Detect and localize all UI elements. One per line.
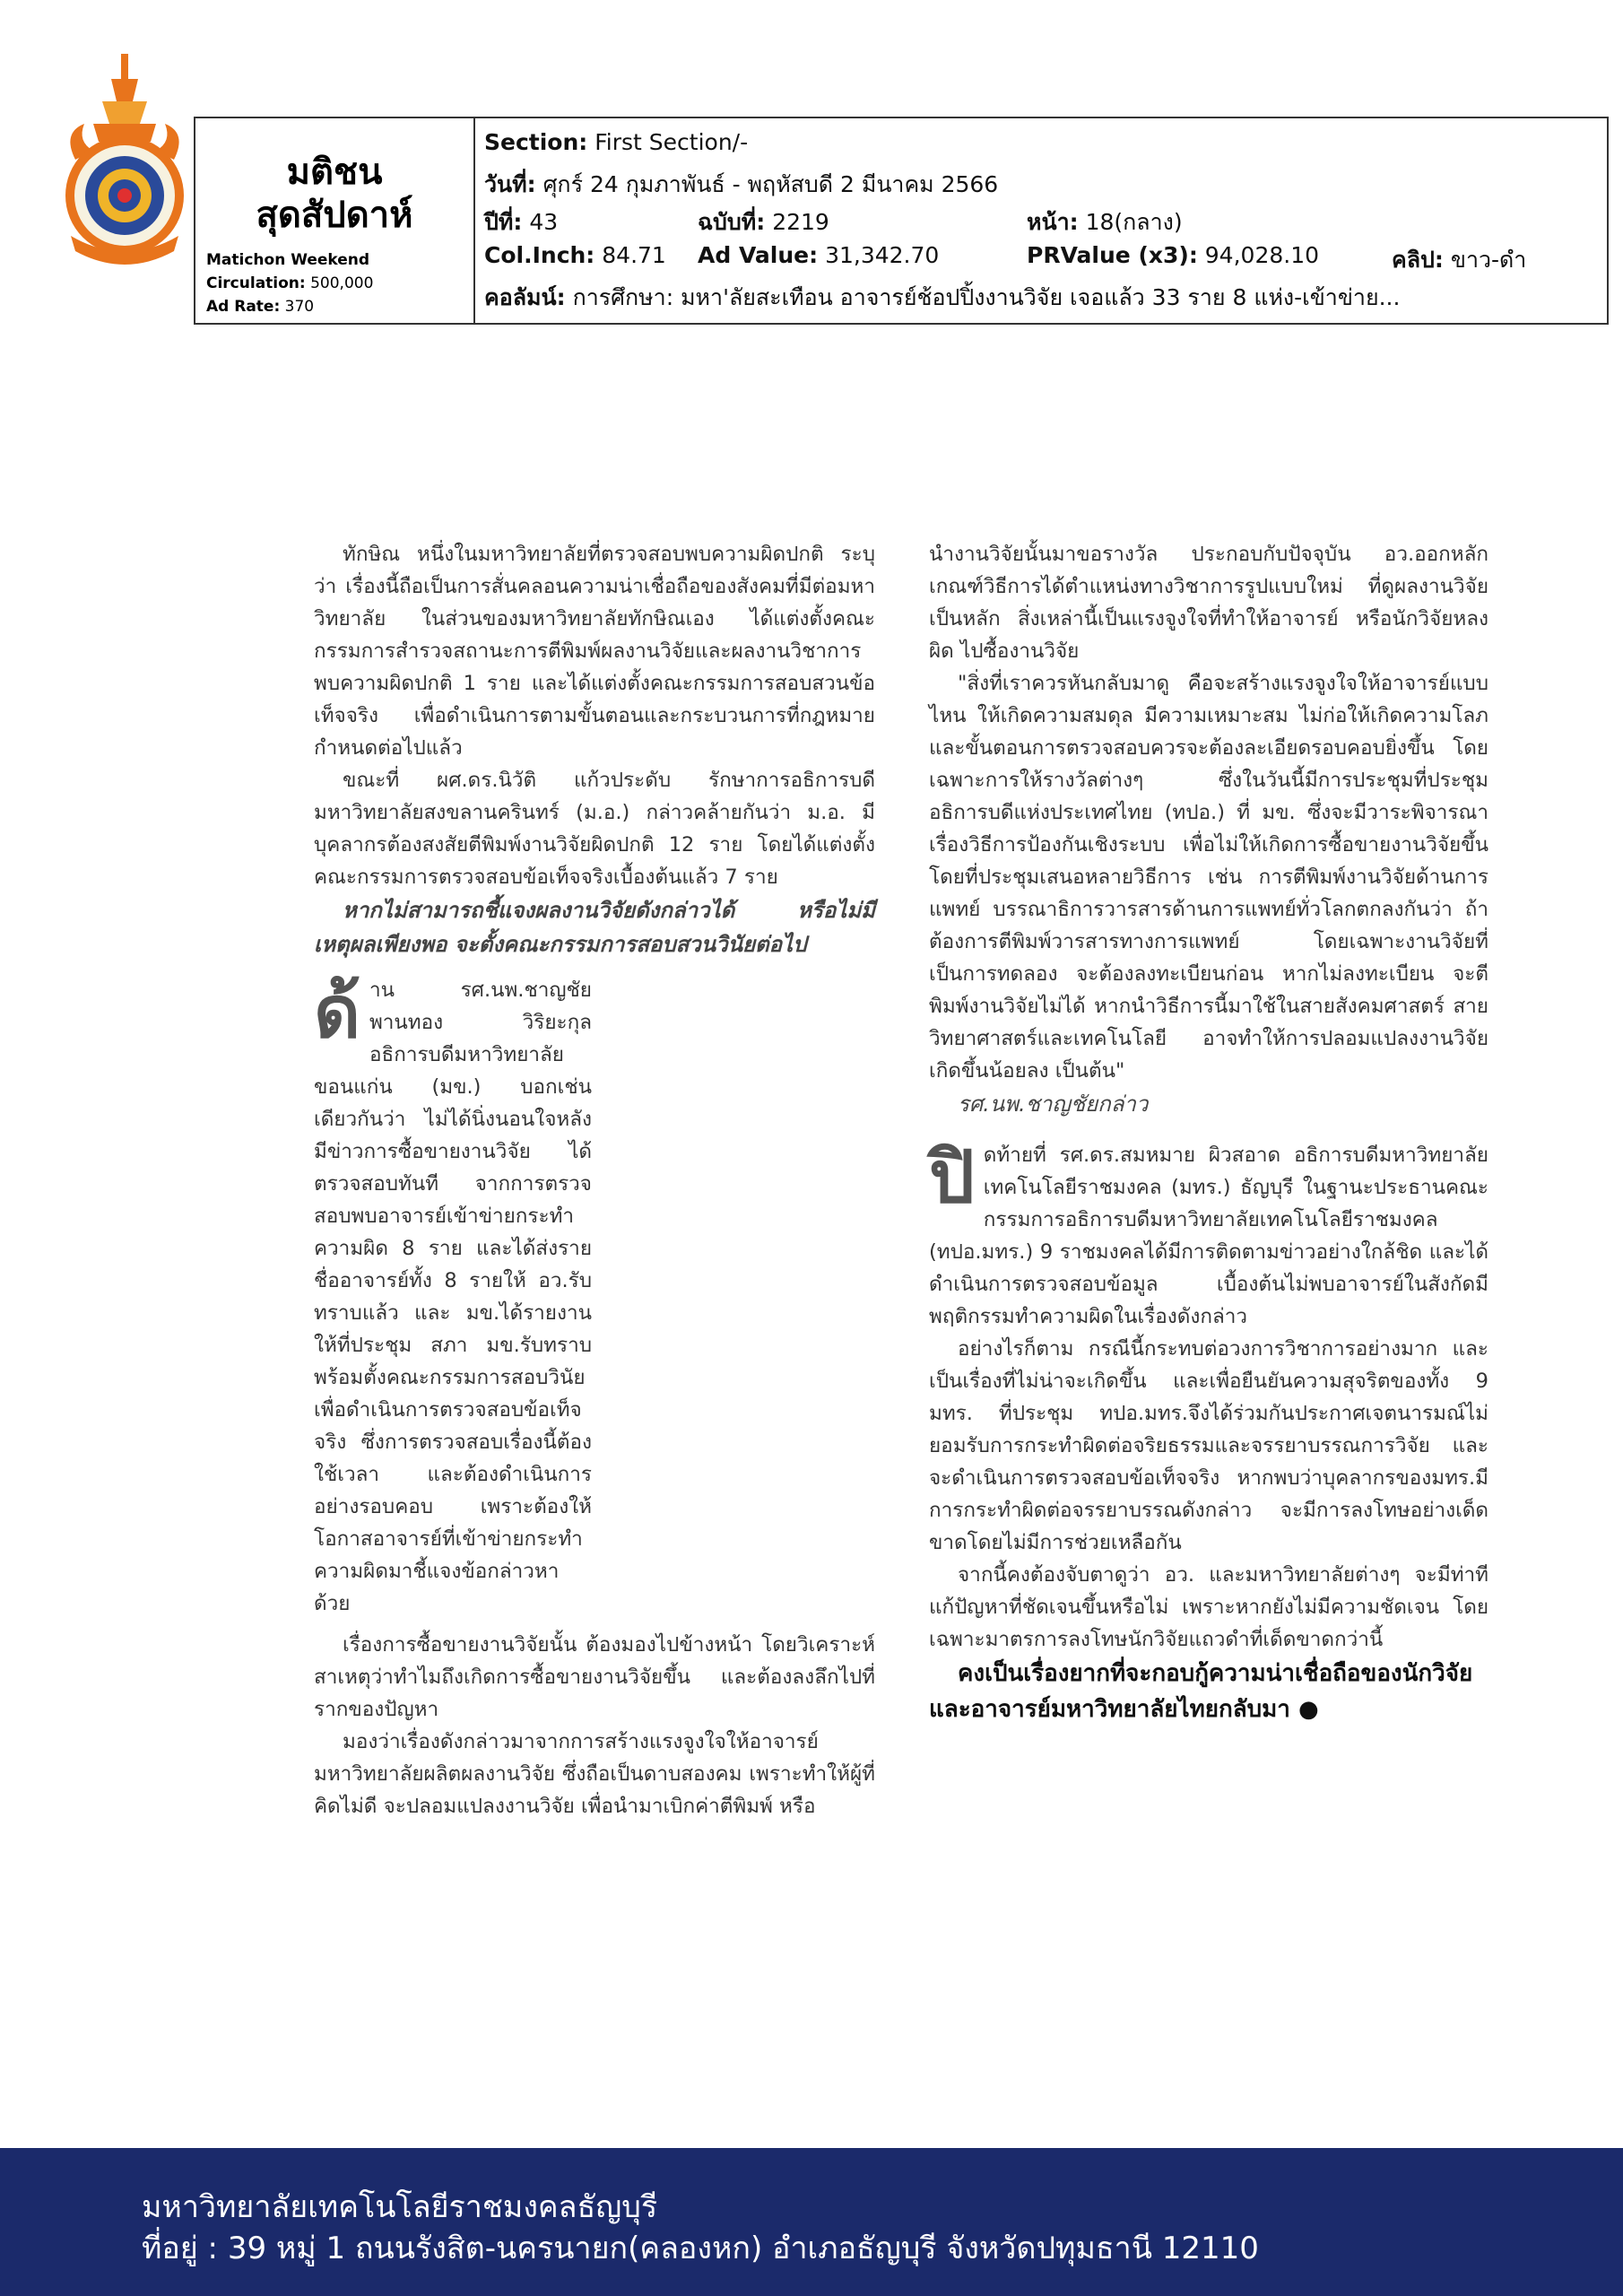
circulation	[206, 274, 373, 292]
page-value: 18(กลาง)	[1085, 209, 1183, 235]
clipping-header	[194, 117, 1609, 325]
ad-rate	[206, 298, 314, 316]
circulation-value: 500,000	[310, 274, 374, 292]
pr-value-value: 94,028.10	[1204, 242, 1320, 268]
issue	[698, 204, 829, 240]
footer-address: ที่อยู่ : 39 หมู่ 1 ถนนรังสิต-นครนายก(คลองหก) อำเภอธัญบุรี จังหวัดปทุมธานี 12110	[142, 2231, 1259, 2266]
publication-name-en: Matichon Weekend	[206, 251, 370, 269]
date-value: ศุกร์ 24 กุมภาพันธ์ - พฤหัสบดี 2 มีนาคม 2566	[542, 171, 999, 197]
publication-name-line2: สุดสัปดาห์	[256, 194, 413, 236]
paragraph: ขณะที่ ผศ.ดร.นิวัติ แก้วประดับ รักษาการอธิการบดีมหาวิทยาลัยสงขลานครินทร์ (ม.อ.) กล่าวคล้ายกันว่า ม.อ. มีบุคลากรต้องสงสัยตีพิมพ์งานวิจัยผิดปกติ 12 ราย โดยได้แต่งตั้งคณะกรรมการตรวจสอบข้อเท็จจริงเบื้องต้นแล้ว 7 ราย	[314, 769, 875, 889]
drop-cap: ปิ	[929, 1135, 975, 1219]
ad-rate-label: Ad Rate:	[206, 298, 281, 316]
attribution: รศ.นพ.ชาญชัยกล่าว	[958, 1091, 1149, 1117]
issue-value: 2219	[772, 209, 829, 235]
issue-label: ฉบับที่:	[698, 209, 766, 235]
footer-university-name: มหาวิทยาลัยเทคโนโลยีราชมงคลธัญบุรี	[142, 2189, 658, 2225]
article-column-left	[314, 538, 875, 1822]
col-inch-value: 84.71	[602, 242, 666, 268]
year-value: 43	[529, 209, 559, 235]
page-label: หน้า:	[1027, 209, 1079, 235]
clipping-details	[475, 118, 1607, 323]
quote-paragraph: "สิ่งที่เราควรหันกลับมาดู คือจะสร้างแรงจูงใจให้อาจารย์แบบไหน ให้เกิดความสมดุล มีความเหมาะสม ไม่ก่อให้เกิดความโลภ และขั้นตอนการตรวจสอบควรจะต้องละเอียดรอบคอบยิ่งขึ้น โดยเฉพาะการให้รางวัลต่างๆ ซึ่งในวันนี้มีการประชุมที่ประชุมอธิการบดีแห่งประเทศไทย (ทปอ.) ที่ มข. ซึ่งจะมีวาระพิจารณาเรื่องวิธีการป้องกันเชิงระบบ เพื่อไม่ให้เกิดการซื้อขายงานวิจัยขึ้น โดยที่ประชุมเสนอหลายวิธีการ เช่น การตีพิมพ์งานวิจัยด้านการแพทย์ บรรณาธิการวารสารด้านการแพทย์ทั่วโลกตกลงกันว่า ถ้าต้องการตีพิมพ์วารสารทางการแพทย์ โดยเฉพาะงานวิจัยที่เป็นการทดลอง จะต้องลงทะเบียนก่อน หากไม่ลงทะเบียน จะตีพิมพ์งานวิจัยไม่ได้ หากนำวิธีการนี้มาใช้ในสายสังคมศาสตร์ สายวิทยาศาสตร์และเทคโนโลยี อาจทำให้การปลอมแปลงงานวิจัยเกิดขึ้นน้อยลง เป็นต้น"	[929, 672, 1488, 1083]
clip-label: คลิป:	[1392, 247, 1444, 273]
paragraph: นำงานวิจัยนั้นมาขอรางวัล ประกอบกับปัจจุบัน อว.ออกหลักเกณฑ์วิธีการได้ตำแหน่งทางวิชาการรูปแบบใหม่ ที่ดูผลงานวิจัยเป็นหลัก สิ่งเหล่านี้เป็นแรงจูงใจที่ทำให้อาจารย์ หรือนักวิจัยหลงผิด ไปซื้องานวิจัย	[929, 543, 1488, 663]
drop-cap: ด้	[314, 970, 360, 1054]
ad-value	[698, 242, 939, 268]
closing-statement: คงเป็นเรื่องยากที่จะกอบกู้ความน่าเชื่อถือของนักวิจัย และอาจารย์มหาวิทยาลัยไทยกลับมา ●	[929, 1660, 1473, 1723]
year-label: ปีที่:	[484, 209, 523, 235]
column-row	[484, 280, 1400, 316]
section-row	[484, 129, 748, 155]
pr-value	[1027, 242, 1319, 268]
paragraph: เรื่องการซื้อขายงานวิจัยนั้น ต้องมองไปข้างหน้า โดยวิเคราะห์สาเหตุว่าทำไมถึงเกิดการซื้อขายงานวิจัยขึ้น และต้องลงลึกไปที่รากของปัญหา	[314, 1633, 875, 1721]
column-value: การศึกษา: มหา'ลัยสะเทือน อาจารย์ช้อปปิ้งงานวิจัย เจอแล้ว 33 ราย 8 แห่ง-เข้าข่าย...	[572, 284, 1401, 310]
column-label: คอลัมน์:	[484, 284, 566, 310]
ad-value-value: 31,342.70	[825, 242, 940, 268]
paragraph: มองว่าเรื่องดังกล่าวมาจากการสร้างแรงจูงใจให้อาจารย์มหาวิทยาลัยผลิตผลงานวิจัย ซึ่งถือเป็นดาบสองคม เพราะทำให้ผู้ที่คิดไม่ดี จะปลอมแปลงงานวิจัย เพื่อนำมาเบิกค่าตีพิมพ์ หรือ	[314, 1730, 875, 1818]
date-row	[484, 167, 998, 203]
page-number	[1027, 204, 1183, 240]
article-column-right	[929, 538, 1488, 1727]
date-label: วันที่:	[484, 171, 536, 197]
paragraph: ดท้ายที่ รศ.ดร.สมหมาย ผิวสอาด อธิการบดีมหาวิทยาลัยเทคโนโลยีราชมงคล (มทร.) ธัญบุรี ในฐานะประธานคณะกรรมการอธิการบดีมหาวิทยาลัยเทคโนโลยีราชมงคล (ทปอ.มทร.) 9 ราชมงคลได้มีการติดตามข่าวอย่างใกล้ชิด และได้ดำเนินการตรวจสอบข้อมูล เบื้องต้นไม่พบอาจารย์ในสังกัดมีพฤติกรรมทำความผิดในเรื่องดังกล่าว	[929, 1144, 1488, 1328]
section-value: First Section/-	[595, 129, 749, 155]
paragraph: ทักษิณ หนึ่งในมหาวิทยาลัยที่ตรวจสอบพบความผิดปกติ ระบุว่า เรื่องนี้ถือเป็นการสั่นคลอนความน่าเชื่อถือของสังคมที่มีต่อมหาวิทยาลัย ในส่วนของมหาวิทยาลัยทักษิณเอง ได้แต่งตั้งคณะกรรมการสำรวจสถานะการตีพิมพ์ผลงานวิจัยและผลงานวิชาการ พบความผิดปกติ 1 ราย และได้แต่งตั้งคณะกรรมการสอบสวนข้อเท็จจริง เพื่อดำเนินการตามขั้นตอนและกระบวนการที่กฎหมายกำหนดต่อไปแล้ว	[314, 543, 875, 760]
publication-name-line1: มติชน	[286, 151, 383, 193]
paragraph: าน รศ.นพ.ชาญชัย พานทอง วิริยะกุล อธิการบดีมหาวิทยาลัยขอนแก่น (มข.) บอกเช่นเดียวกันว่า ไม่ได้นิ่งนอนใจหลังมีข่าวการซื้อขายงานวิจัย ได้ตรวจสอบทันที จากการตรวจสอบพบอาจารย์เข้าข่ายกระทำความผิด 8 ราย และได้ส่งรายชื่ออาจารย์ทั้ง 8 รายให้ อว.รับทราบแล้ว และ มข.ได้รายงานให้ที่ประชุม สภา มข.รับทราบพร้อมตั้งคณะกรรมการสอบวินัยเพื่อดำเนินการตรวจสอบข้อเท็จจริง ซึ่งการตรวจสอบเรื่องนี้ต้องใช้เวลา และต้องดำเนินการอย่างรอบคอบ เพราะต้องให้โอกาสอาจารย์ที่เข้าข่ายกระทำความผิดมาชี้แจงข้อกล่าวหาด้วย	[314, 978, 592, 1615]
clip-type	[1392, 242, 1526, 278]
pr-value-label: PRValue (x3):	[1027, 242, 1198, 268]
ad-value-label: Ad Value:	[698, 242, 819, 268]
paragraph: จากนี้คงต้องจับตาดูว่า อว. และมหาวิทยาลัยต่างๆ จะมีท่าทีแก้ปัญหาที่ชัดเจนขึ้นหรือไม่ เพราะหากยังไม่มีความชัดเจน โดยเฉพาะมาตรการลงโทษนักวิจัยแถวดำที่เด็ดขาดกว่านี้	[929, 1563, 1488, 1651]
year	[484, 204, 558, 240]
publication-name	[195, 151, 473, 237]
university-emblem-icon	[57, 52, 192, 267]
paragraph: อย่างไรก็ตาม กรณีนี้กระทบต่อวงการวิชาการอย่างมาก และเป็นเรื่องที่ไม่น่าจะเกิดขึ้น และเพื่อยืนยันความสุจริตของทั้ง 9 มทร. ที่ประชุม ทปอ.มทร.จึงได้ร่วมกันประกาศเจตนารมณ์ไม่ยอมรับการกระทำผิดต่อจริยธรรมและจรรยาบรรณการวิจัย และจะดำเนินการตรวจสอบข้อเท็จจริง หากพบว่าบุคลากรของมทร.มีการกระทำผิดต่อจรรยาบรรณดังกล่าว จะมีการลงโทษอย่างเด็ดขาดโดยไม่มีการช่วยเหลือกัน	[929, 1337, 1488, 1554]
footer-bar	[0, 2148, 1623, 2296]
section-label: Section:	[484, 129, 588, 155]
publication-block	[195, 118, 475, 323]
pull-quote: หากไม่สามารถชี้แจงผลงานวิจัยดังกล่าวได้ หรือไม่มีเหตุผลเพียงพอ จะตั้งคณะกรรมการสอบสวนวินัยต่อไป	[314, 898, 875, 957]
col-inch-label: Col.Inch:	[484, 242, 595, 268]
dropcap-section	[929, 1135, 1488, 1333]
ad-rate-value: 370	[284, 298, 315, 316]
clip-value: ขาว-ดำ	[1450, 247, 1527, 273]
dropcap-section	[314, 970, 592, 1620]
col-inch	[484, 242, 666, 268]
circulation-label: Circulation:	[206, 274, 306, 292]
